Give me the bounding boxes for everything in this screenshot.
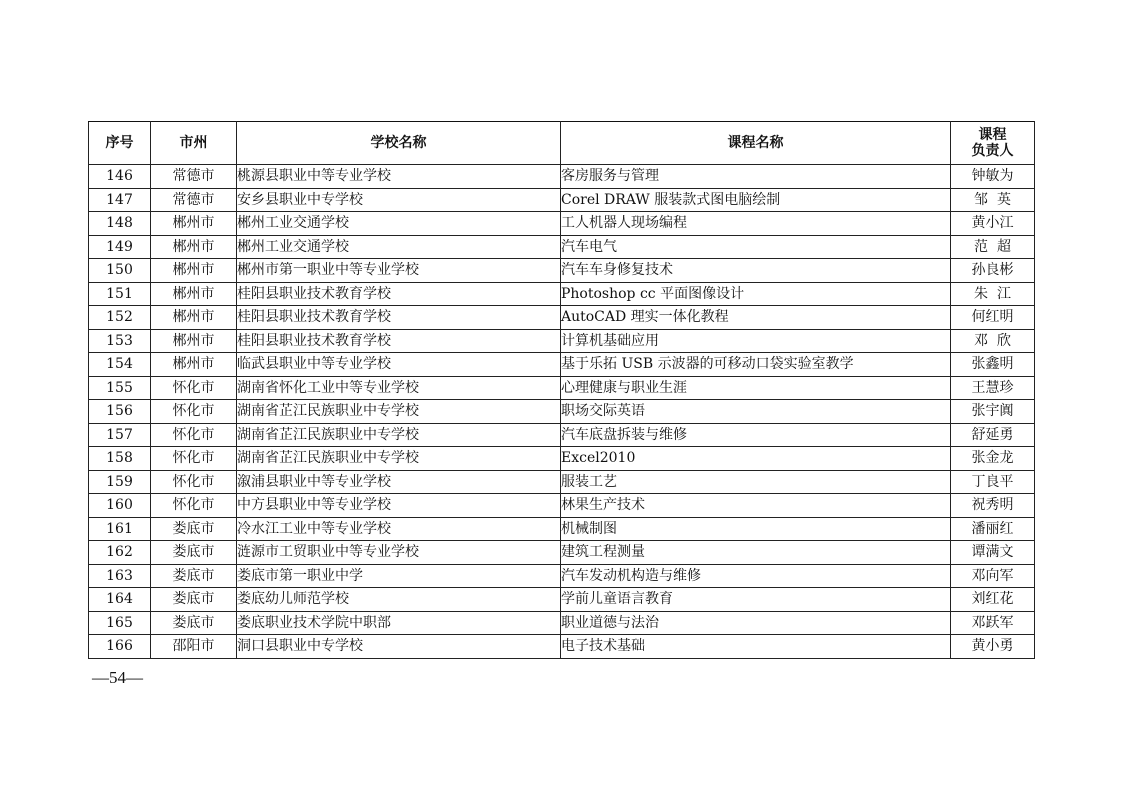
cell-serial-number: 160 bbox=[89, 494, 151, 518]
cell-course-name: 心理健康与职业生涯 bbox=[561, 376, 951, 400]
cell-city: 郴州市 bbox=[151, 282, 237, 306]
table-row bbox=[89, 212, 1035, 236]
cell-course-name: 职业道德与法治 bbox=[561, 611, 951, 635]
cell-course-lead: 张宇阗 bbox=[951, 400, 1035, 424]
cell-city: 怀化市 bbox=[151, 494, 237, 518]
cell-course-name: AutoCAD 理实一体化教程 bbox=[561, 306, 951, 330]
cell-serial-number: 148 bbox=[89, 212, 151, 236]
cell-city: 怀化市 bbox=[151, 423, 237, 447]
table-row bbox=[89, 423, 1035, 447]
cell-course-lead: 王慧珍 bbox=[951, 376, 1035, 400]
header-course-name: 课程名称 bbox=[561, 122, 951, 165]
cell-city: 怀化市 bbox=[151, 376, 237, 400]
header-school-name: 学校名称 bbox=[237, 122, 561, 165]
cell-city: 娄底市 bbox=[151, 564, 237, 588]
header-city: 市州 bbox=[151, 122, 237, 165]
cell-school-name: 湖南省怀化工业中等专业学校 bbox=[237, 376, 561, 400]
cell-city: 常德市 bbox=[151, 165, 237, 189]
page-number: —54— bbox=[92, 668, 143, 687]
cell-course-lead: 张鑫明 bbox=[951, 353, 1035, 377]
cell-serial-number: 152 bbox=[89, 306, 151, 330]
cell-course-name: 机械制图 bbox=[561, 517, 951, 541]
table-row bbox=[89, 541, 1035, 565]
cell-course-lead: 朱 江 bbox=[951, 282, 1035, 306]
cell-course-lead: 黄小勇 bbox=[951, 635, 1035, 659]
table-row bbox=[89, 282, 1035, 306]
cell-city: 郴州市 bbox=[151, 329, 237, 353]
course-table bbox=[88, 121, 1035, 659]
table-row bbox=[89, 635, 1035, 659]
cell-course-name: 建筑工程测量 bbox=[561, 541, 951, 565]
table-row bbox=[89, 306, 1035, 330]
table-row bbox=[89, 400, 1035, 424]
cell-course-lead: 舒延勇 bbox=[951, 423, 1035, 447]
cell-course-lead: 何红明 bbox=[951, 306, 1035, 330]
cell-serial-number: 165 bbox=[89, 611, 151, 635]
cell-school-name: 娄底幼儿师范学校 bbox=[237, 588, 561, 612]
cell-serial-number: 150 bbox=[89, 259, 151, 283]
cell-serial-number: 163 bbox=[89, 564, 151, 588]
header-course-lead-line1: 课程 bbox=[978, 127, 1007, 143]
cell-school-name: 涟源市工贸职业中等专业学校 bbox=[237, 541, 561, 565]
cell-course-lead: 邓跃军 bbox=[951, 611, 1035, 635]
cell-course-lead: 刘红花 bbox=[951, 588, 1035, 612]
table-row bbox=[89, 165, 1035, 189]
cell-course-name: Photoshop cc 平面图像设计 bbox=[561, 282, 951, 306]
cell-school-name: 郴州市第一职业中等专业学校 bbox=[237, 259, 561, 283]
cell-course-name: 汽车发动机构造与维修 bbox=[561, 564, 951, 588]
table-row bbox=[89, 447, 1035, 471]
cell-school-name: 溆浦县职业中等专业学校 bbox=[237, 470, 561, 494]
cell-course-lead: 邓 欣 bbox=[951, 329, 1035, 353]
cell-school-name: 桂阳县职业技术教育学校 bbox=[237, 282, 561, 306]
cell-course-name: Excel2010 bbox=[561, 447, 951, 471]
cell-course-name: 汽车电气 bbox=[561, 235, 951, 259]
cell-course-name: 客房服务与管理 bbox=[561, 165, 951, 189]
cell-course-name: 电子技术基础 bbox=[561, 635, 951, 659]
cell-serial-number: 146 bbox=[89, 165, 151, 189]
cell-school-name: 桂阳县职业技术教育学校 bbox=[237, 329, 561, 353]
cell-course-name: 汽车底盘拆装与维修 bbox=[561, 423, 951, 447]
table-row bbox=[89, 259, 1035, 283]
cell-course-lead: 潘丽红 bbox=[951, 517, 1035, 541]
table-row bbox=[89, 588, 1035, 612]
cell-course-lead: 谭满文 bbox=[951, 541, 1035, 565]
cell-serial-number: 157 bbox=[89, 423, 151, 447]
table-row bbox=[89, 564, 1035, 588]
cell-course-lead: 张金龙 bbox=[951, 447, 1035, 471]
cell-city: 娄底市 bbox=[151, 588, 237, 612]
cell-serial-number: 153 bbox=[89, 329, 151, 353]
cell-serial-number: 164 bbox=[89, 588, 151, 612]
cell-course-name: 工人机器人现场编程 bbox=[561, 212, 951, 236]
cell-course-lead: 邹 英 bbox=[951, 188, 1035, 212]
table-row bbox=[89, 611, 1035, 635]
cell-city: 怀化市 bbox=[151, 447, 237, 471]
cell-course-lead: 钟敏为 bbox=[951, 165, 1035, 189]
cell-serial-number: 156 bbox=[89, 400, 151, 424]
cell-course-name: 服装工艺 bbox=[561, 470, 951, 494]
cell-city: 娄底市 bbox=[151, 541, 237, 565]
cell-city: 怀化市 bbox=[151, 470, 237, 494]
cell-serial-number: 161 bbox=[89, 517, 151, 541]
table-row bbox=[89, 494, 1035, 518]
cell-serial-number: 149 bbox=[89, 235, 151, 259]
header-row bbox=[89, 122, 1035, 165]
cell-city: 郴州市 bbox=[151, 353, 237, 377]
cell-school-name: 桂阳县职业技术教育学校 bbox=[237, 306, 561, 330]
cell-city: 娄底市 bbox=[151, 611, 237, 635]
cell-city: 郴州市 bbox=[151, 235, 237, 259]
table-row bbox=[89, 517, 1035, 541]
table-row bbox=[89, 353, 1035, 377]
cell-course-name: 汽车车身修复技术 bbox=[561, 259, 951, 283]
cell-city: 邵阳市 bbox=[151, 635, 237, 659]
cell-serial-number: 155 bbox=[89, 376, 151, 400]
cell-course-lead: 黄小江 bbox=[951, 212, 1035, 236]
cell-city: 怀化市 bbox=[151, 400, 237, 424]
cell-serial-number: 147 bbox=[89, 188, 151, 212]
cell-city: 常德市 bbox=[151, 188, 237, 212]
cell-school-name: 娄底市第一职业中学 bbox=[237, 564, 561, 588]
cell-course-name: 基于乐拓 USB 示波器的可移动口袋实验室教学 bbox=[561, 353, 951, 377]
cell-serial-number: 166 bbox=[89, 635, 151, 659]
cell-serial-number: 158 bbox=[89, 447, 151, 471]
cell-course-name: 计算机基础应用 bbox=[561, 329, 951, 353]
cell-course-lead: 邓向军 bbox=[951, 564, 1035, 588]
cell-course-name: 职场交际英语 bbox=[561, 400, 951, 424]
table-row bbox=[89, 376, 1035, 400]
table-row bbox=[89, 329, 1035, 353]
cell-course-name: 林果生产技术 bbox=[561, 494, 951, 518]
cell-school-name: 洞口县职业中专学校 bbox=[237, 635, 561, 659]
table-body bbox=[89, 165, 1035, 659]
table-row bbox=[89, 188, 1035, 212]
cell-school-name: 中方县职业中等专业学校 bbox=[237, 494, 561, 518]
cell-school-name: 娄底职业技术学院中职部 bbox=[237, 611, 561, 635]
cell-course-lead: 祝秀明 bbox=[951, 494, 1035, 518]
cell-serial-number: 154 bbox=[89, 353, 151, 377]
cell-city: 郴州市 bbox=[151, 259, 237, 283]
cell-school-name: 安乡县职业中专学校 bbox=[237, 188, 561, 212]
cell-course-lead: 范 超 bbox=[951, 235, 1035, 259]
cell-course-name: Corel DRAW 服装款式图电脑绘制 bbox=[561, 188, 951, 212]
cell-school-name: 临武县职业中等专业学校 bbox=[237, 353, 561, 377]
cell-school-name: 湖南省芷江民族职业中专学校 bbox=[237, 447, 561, 471]
cell-city: 郴州市 bbox=[151, 306, 237, 330]
header-serial-number: 序号 bbox=[89, 122, 151, 165]
cell-school-name: 桃源县职业中等专业学校 bbox=[237, 165, 561, 189]
cell-school-name: 郴州工业交通学校 bbox=[237, 235, 561, 259]
cell-serial-number: 151 bbox=[89, 282, 151, 306]
cell-course-lead: 丁良平 bbox=[951, 470, 1035, 494]
cell-city: 娄底市 bbox=[151, 517, 237, 541]
table-row bbox=[89, 470, 1035, 494]
cell-serial-number: 162 bbox=[89, 541, 151, 565]
cell-course-name: 学前儿童语言教育 bbox=[561, 588, 951, 612]
cell-course-lead: 孙良彬 bbox=[951, 259, 1035, 283]
cell-school-name: 湖南省芷江民族职业中专学校 bbox=[237, 423, 561, 447]
table-header bbox=[89, 122, 1035, 165]
table-row bbox=[89, 235, 1035, 259]
header-course-lead-line2: 负责人 bbox=[971, 143, 1014, 159]
cell-school-name: 冷水江工业中等专业学校 bbox=[237, 517, 561, 541]
cell-school-name: 郴州工业交通学校 bbox=[237, 212, 561, 236]
cell-city: 郴州市 bbox=[151, 212, 237, 236]
cell-serial-number: 159 bbox=[89, 470, 151, 494]
cell-school-name: 湖南省芷江民族职业中专学校 bbox=[237, 400, 561, 424]
header-course-lead bbox=[951, 122, 1035, 165]
